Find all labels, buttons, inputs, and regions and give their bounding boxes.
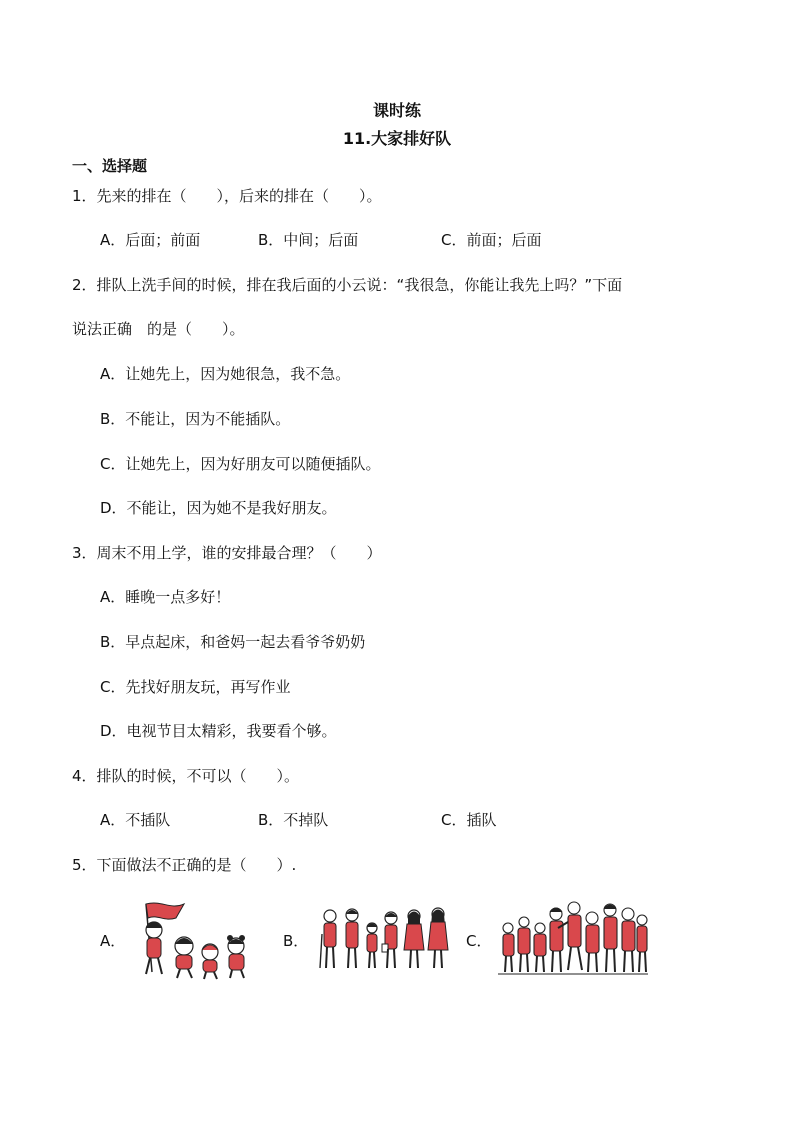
question-1-option-a: A．后面；前面 xyxy=(100,231,201,249)
question-4-option-c: C．插队 xyxy=(441,811,497,829)
question-2-option-c: C．让她先上，因为好朋友可以随便插队。 xyxy=(100,455,381,473)
illustration-crowd-pushing xyxy=(498,898,648,976)
question-5-stem: 5．下面做法不正确的是（ ）. xyxy=(72,856,297,874)
question-1-option-b: B．中间；后面 xyxy=(258,231,359,249)
question-2-stem-line1: 2．排队上洗手间的时候，排在我后面的小云说：“我很急，你能让我先上吗？”下面 xyxy=(72,276,623,294)
question-4-option-b: B．不掉队 xyxy=(258,811,329,829)
question-5-option-c: C． xyxy=(466,932,492,950)
question-4-option-a: A．不插队 xyxy=(100,811,171,829)
illustration-orderly-queue xyxy=(318,904,454,972)
question-3-option-c: C．先找好朋友玩，再写作业 xyxy=(100,678,291,696)
question-1-option-c: C．前面；后面 xyxy=(441,231,542,249)
question-3-stem: 3．周末不用上学，谁的安排最合理？（ ） xyxy=(72,544,382,562)
question-2-stem-line2: 说法正确 的是（ ）。 xyxy=(72,320,245,338)
question-2-option-a: A．让她先上，因为她很急，我不急。 xyxy=(100,365,351,383)
question-1-stem: 1．先来的排在（ ），后来的排在（ ）。 xyxy=(72,187,382,205)
question-3-option-a: A．睡晚一点多好！ xyxy=(100,588,231,606)
question-2-option-d: D．不能让，因为她不是我好朋友。 xyxy=(100,499,337,517)
question-4-stem: 4．排队的时候，不可以（ ）。 xyxy=(72,767,300,785)
question-3-option-b: B．早点起床，和爸妈一起去看爷爷奶奶 xyxy=(100,633,366,651)
question-2-option-b: B．不能让，因为不能插队。 xyxy=(100,410,291,428)
page-title: 课时练 xyxy=(372,101,421,120)
question-5-option-a: A． xyxy=(100,932,126,950)
section-heading: 一、选择题 xyxy=(72,157,148,175)
question-3-option-d: D．电视节目太精彩，我要看个够。 xyxy=(100,722,337,740)
question-5-option-b: B． xyxy=(283,932,309,950)
illustration-children-marching xyxy=(132,898,258,980)
lesson-title: 11.大家排好队 xyxy=(342,129,452,148)
